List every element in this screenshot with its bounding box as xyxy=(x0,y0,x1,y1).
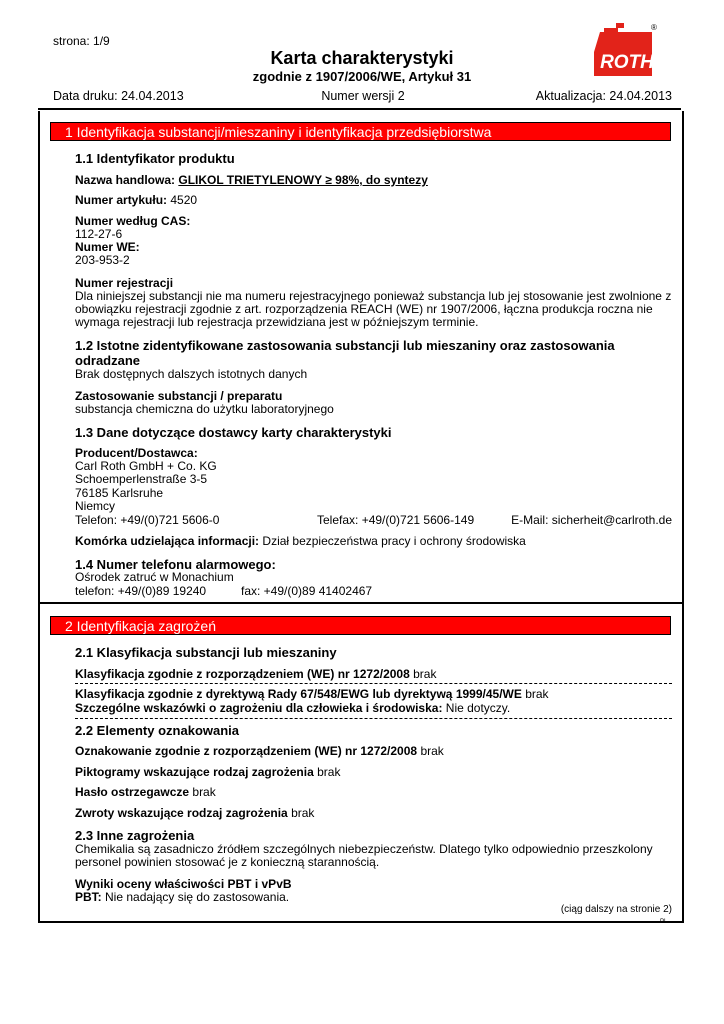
hazard-statements-label: Zwroty wskazujące rodzaj zagrożenia xyxy=(75,806,288,820)
dsd-classification-label: Klasyfikacja zgodnie z dyrektywą Rady 67/548/EWG lub dyrektywą 1999/45/WE xyxy=(75,687,522,701)
producer-line: Niemcy xyxy=(75,499,116,513)
subsection-1-3-title: 1.3 Dane dotyczące dostawcy karty charakterystyki xyxy=(75,425,392,440)
special-hazards-row xyxy=(75,702,510,715)
info-row xyxy=(75,535,526,548)
clp-classification-label: Klasyfikacja zgodnie z rozporządzeniem (WE) nr 1272/2008 xyxy=(75,667,410,681)
info-value: Dział bezpieczeństwa pracy i ochrony środowiska xyxy=(262,534,526,548)
registered-mark: ® xyxy=(651,23,657,32)
trade-name-row xyxy=(75,174,428,187)
producer-line: Schoemperlenstraße 3-5 xyxy=(75,472,208,486)
supplier-phone: Telefon: +49/(0)721 5606-0 xyxy=(75,513,220,527)
hazard-statements-row xyxy=(75,807,314,820)
use-label: Zastosowanie substancji / preparatu xyxy=(75,389,283,403)
pbt-label: PBT: xyxy=(75,890,102,904)
subsection-1-1-title: 1.1 Identyfikator produktu xyxy=(75,151,235,166)
section-1-title: 1 Identyfikacja substancji/mieszaniny i identyfikacja przedsiębiorstwa xyxy=(50,122,671,141)
pbt-title: Wyniki oceny właściwości PBT i vPvB xyxy=(75,877,292,891)
uses-text: Brak dostępnych dalszych istotnych danych xyxy=(75,367,308,381)
trade-name-value: GLIKOL TRIETYLENOWY ≥ 98%, do syntezy xyxy=(178,173,428,187)
emergency-fax: fax: +49/(0)89 41402467 xyxy=(241,584,373,598)
special-hazards-value: Nie dotyczy. xyxy=(445,701,511,715)
other-hazards-text: Chemikalia są zasadniczo źródłem szczególnych niebezpieczeństw. Dlatego tylko odpowiednio przeszkolony personel powinien stosować je z konieczną starannością. xyxy=(75,842,653,869)
clp-classification-value: brak xyxy=(413,667,437,681)
article-label: Numer artykułu: xyxy=(75,193,168,207)
logo-text: ROTH xyxy=(600,52,654,73)
language-code: PL xyxy=(660,919,668,925)
we-label: Numer WE: xyxy=(75,240,140,254)
signal-word-value: brak xyxy=(192,785,216,799)
we-value: 203-953-2 xyxy=(75,253,130,267)
clp-labelling-value: brak xyxy=(420,744,444,758)
info-label: Komórka udzielająca informacji: xyxy=(75,534,260,548)
header-rule xyxy=(38,108,681,110)
signal-word-row xyxy=(75,786,216,799)
update-date: Aktualizacja: 24.04.2013 xyxy=(535,89,672,103)
pbt-row xyxy=(75,891,289,904)
dashed-divider xyxy=(75,718,672,719)
dsd-classification-row xyxy=(75,688,549,701)
article-row xyxy=(75,194,197,207)
pictogram-label: Piktogramy wskazujące rodzaj zagrożenia xyxy=(75,765,314,779)
meta-row xyxy=(53,89,672,103)
article-value: 4520 xyxy=(170,193,198,207)
pbt-value: Nie nadający się do zastosowania. xyxy=(105,890,290,904)
print-date: Data druku: 24.04.2013 xyxy=(53,89,184,103)
subsection-1-4-title: 1.4 Numer telefonu alarmowego: xyxy=(75,557,276,572)
clp-labelling-label: Oznakowanie zgodnie z rozporządzeniem (WE) nr 1272/2008 xyxy=(75,744,418,758)
subsection-2-2-title: 2.2 Elementy oznakowania xyxy=(75,723,240,738)
version-number: Numer wersji 2 xyxy=(321,89,405,103)
cas-label: Numer według CAS: xyxy=(75,214,191,228)
dashed-divider xyxy=(75,683,672,684)
subsection-2-3-title: 2.3 Inne zagrożenia xyxy=(75,828,195,843)
hazard-statements-value: brak xyxy=(291,806,315,820)
document-title: Karta charakterystyki xyxy=(270,48,454,68)
special-hazards-label: Szczególne wskazówki o zagrożeniu dla człowieka i środowiska: xyxy=(75,701,443,715)
continued-note: (ciąg dalszy na stronie 2) xyxy=(560,904,672,915)
dsd-classification-value: brak xyxy=(525,687,549,701)
producer-line: 76185 Karlsruhe xyxy=(75,486,164,500)
subsection-2-1-title: 2.1 Klasyfikacja substancji lub mieszaniny xyxy=(75,645,337,660)
pictogram-value: brak xyxy=(317,765,341,779)
producer-label: Producent/Dostawca: xyxy=(75,446,198,460)
use-text: substancja chemiczna do użytku laboratoryjnego xyxy=(75,402,334,416)
page-number: strona: 1/9 xyxy=(53,34,110,48)
pictogram-row xyxy=(75,766,340,779)
subsection-1-2-title: 1.2 Istotne zidentyfikowane zastosowania substancji lub mieszaniny oraz zastosowania odradzane xyxy=(75,338,615,368)
clp-labelling-row xyxy=(75,745,444,758)
clp-classification-row xyxy=(75,668,436,681)
signal-word-label: Hasło ostrzegawcze xyxy=(75,785,190,799)
producer-line: Carl Roth GmbH + Co. KG xyxy=(75,459,217,473)
section-2-title: 2 Identyfikacja zagrożeń xyxy=(50,616,671,635)
cas-value: 112-27-6 xyxy=(75,227,123,241)
trade-name-label: Nazwa handlowa: xyxy=(75,173,176,187)
emergency-phone: telefon: +49/(0)89 19240 xyxy=(75,584,207,598)
registration-label: Numer rejestracji xyxy=(75,276,174,290)
document-subtitle: zgodnie z 1907/2006/WE, Artykuł 31 xyxy=(252,69,472,84)
emergency-center: Ośrodek zatruć w Monachium xyxy=(75,570,234,584)
supplier-email[interactable]: E-Mail: sicherheit@carlroth.de xyxy=(511,513,672,527)
registration-text: Dla niniejszej substancji nie ma numeru rejestracyjnego ponieważ substancja lub jej stosowanie jest zwolnione z obowiązku rejestracji zgodnie z art. rozporządzenia REACH (WE) nr 1907/2006, łączna produkcja roczna nie wymaga rejestracji lub rejestracja przewidziana jest w późniejszym terminie. xyxy=(75,289,672,329)
roth-logo xyxy=(594,22,658,78)
supplier-fax: Telefax: +49/(0)721 5606-149 xyxy=(317,513,475,527)
